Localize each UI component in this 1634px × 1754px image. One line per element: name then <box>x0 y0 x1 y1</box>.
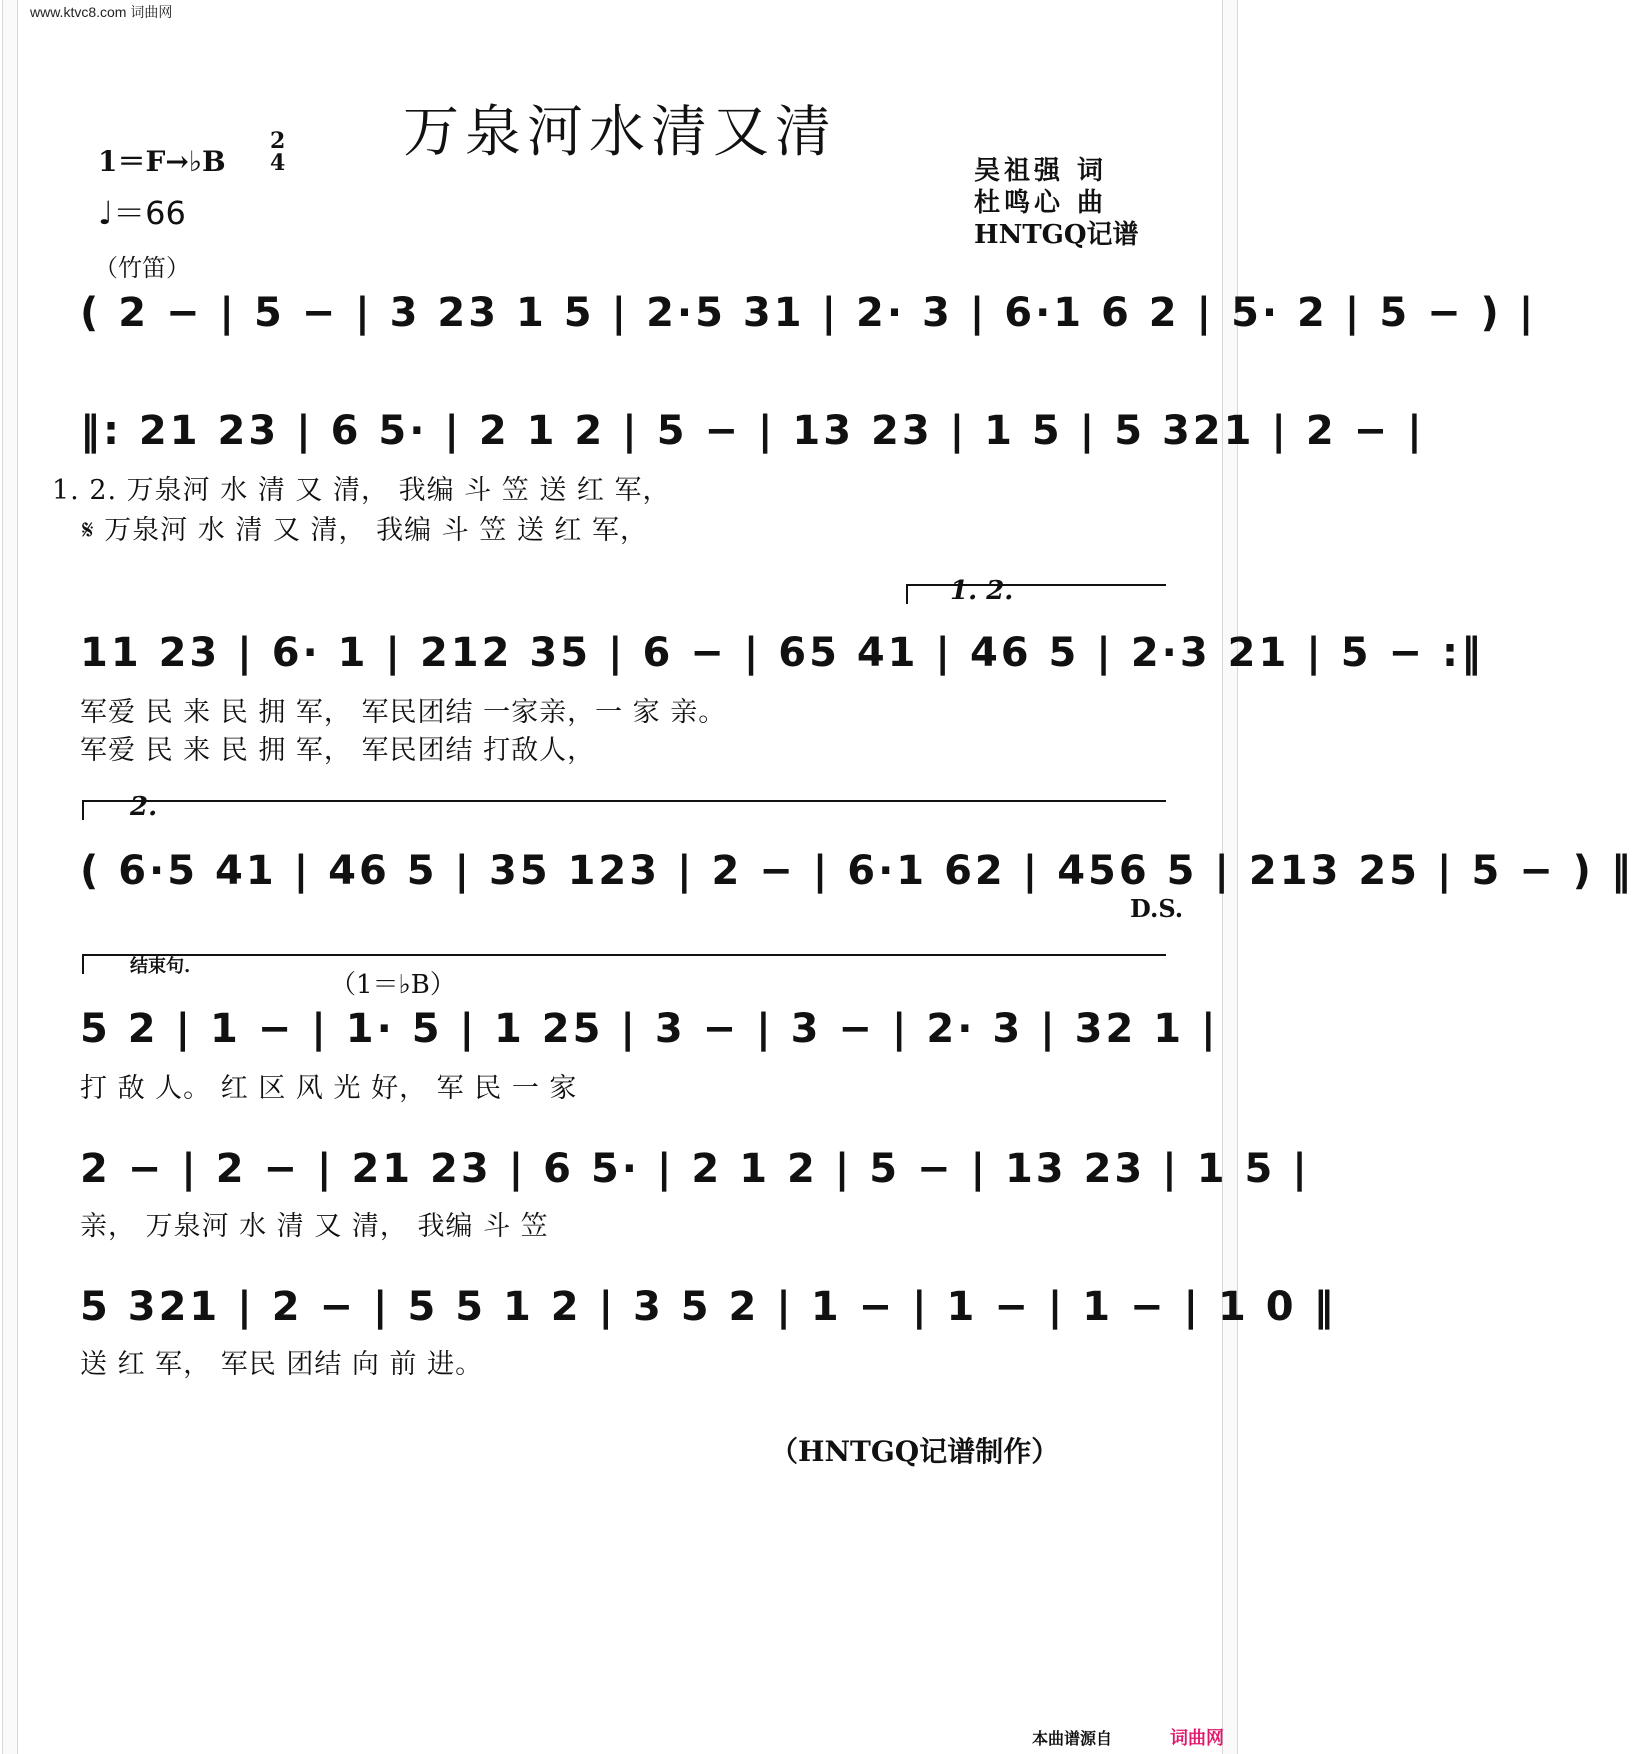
score-row-5: 5 2 | 1 − | 1· 5 | 1 25 | 3 − | 3 − | 2· 3 | 32 1 | <box>80 1006 1219 1052</box>
footer-credit: （HNTGQ记谱制作） <box>770 1435 1060 1468</box>
lyric-line: 亲， 万泉河 水 清 又 清， 我编 斗 笠 <box>80 1211 549 1242</box>
lyric-line: 1. 2. 万泉河 水 清 又 清， 我编 斗 笠 送 红 军， <box>52 475 671 506</box>
volta-bracket <box>906 584 1166 604</box>
ending-label: 结束句. <box>130 956 191 977</box>
instrument-label: （竹笛） <box>94 254 190 282</box>
meter-bottom: 4 <box>270 150 286 176</box>
score-row-1: ( 2 − | 5 − | 3 23 1 5 | 2·5 31 | 2· 3 | 6·1 6 2 | 5· 2 | 5 − ) | <box>80 290 1537 336</box>
site-link[interactable]: www.ktvc8.com 词曲网 <box>30 4 173 20</box>
score-row-7: 5 321 | 2 − | 5 5 1 2 | 3 5 2 | 1 − | 1 − | 1 − | 1 0 ‖ <box>80 1284 1337 1330</box>
lyric-line: 军爱 民 来 民 拥 军， 军民团结 打敌人， <box>80 735 596 766</box>
composer-credit: 杜鸣心 曲 <box>974 188 1108 218</box>
ending-bracket <box>82 954 1166 974</box>
lyric-line: 送 红 军， 军民 团结 向 前 进。 <box>80 1349 484 1380</box>
score-row-4: ( 6·5 41 | 46 5 | 35 123 | 2 − | 6·1 62 | 456 5 | 213 25 | 5 − ) ‖ <box>80 848 1634 894</box>
modulation-mark: （1＝♭B） <box>330 970 456 1000</box>
meter-top: 2 <box>270 128 286 154</box>
tempo-mark: ♩＝66 <box>98 194 186 232</box>
dal-segno-mark: D.S. <box>1130 894 1184 923</box>
lyric-line: 打 敌 人。 红 区 风 光 好， 军 民 一 家 <box>80 1073 578 1104</box>
left-watermark-strip <box>2 0 18 1754</box>
score-row-2: ‖: 21 23 | 6 5· | 2 1 2 | 5 − | 13 23 | 1 5 | 5 321 | 2 − | <box>80 408 1425 454</box>
page-title: 万泉河水清又清 <box>403 100 837 165</box>
lyric-line: 𝄋 万泉河 水 清 又 清， 我编 斗 笠 送 红 军， <box>82 515 649 546</box>
lyric-line: 军爱 民 来 民 拥 军， 军民团结 一家亲，一 家 亲。 <box>80 697 727 728</box>
footer-brand-logo[interactable]: 词曲网 <box>1170 1728 1224 1749</box>
transcriber-credit: HNTGQ记谱 <box>974 220 1139 250</box>
key-signature: 1＝F→♭B <box>98 145 226 178</box>
time-signature <box>270 130 285 174</box>
score-row-3: 11 23 | 6· 1 | 212 35 | 6 − | 65 41 | 46 5 | 2·3 21 | 5 − :‖ <box>80 630 1484 676</box>
volta-bracket <box>82 800 1166 820</box>
volta-label: 2. <box>130 792 158 822</box>
volta-label: 1. 2. <box>950 576 1014 606</box>
footer-source-label: 本曲谱源自 <box>1032 1729 1113 1748</box>
score-row-6: 2 − | 2 − | 21 23 | 6 5· | 2 1 2 | 5 − | 13 23 | 1 5 | <box>80 1146 1310 1192</box>
lyricist-credit: 吴祖强 词 <box>974 156 1108 186</box>
